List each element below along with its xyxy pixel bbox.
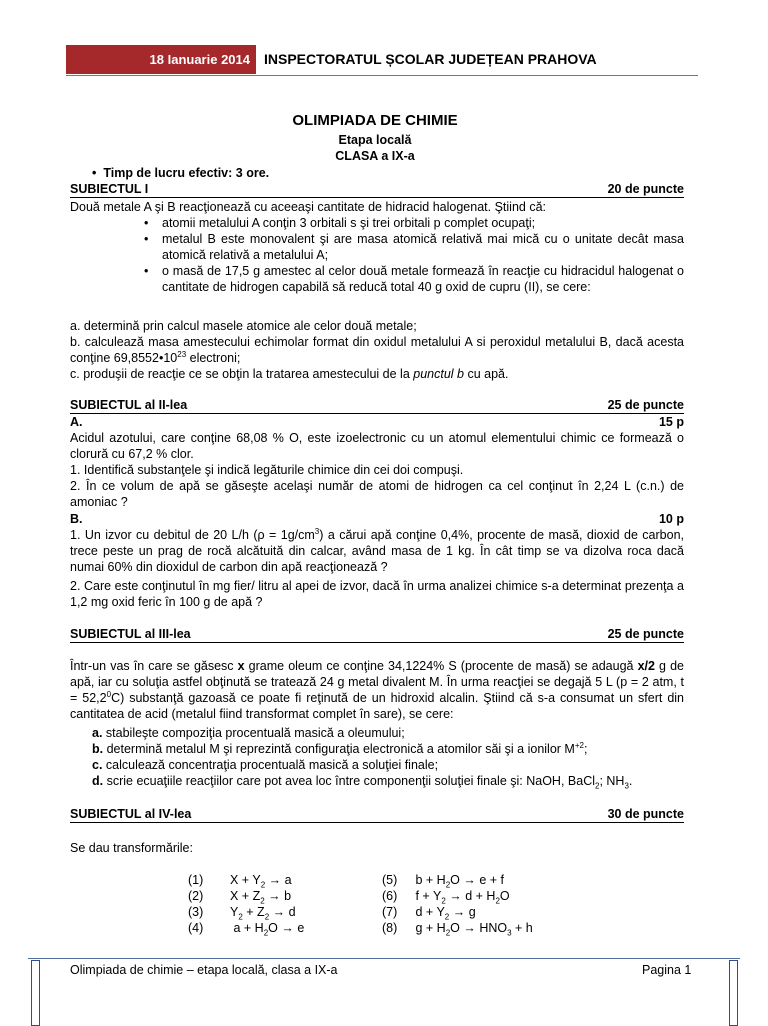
section-3-text: Într-un vas în care se găsesc x grame oleum ce conţine 34,1224% S (procente de masă) se adaugă x/2 g de apă, iar cu soluţia astfel obţinută se tratează 24 g metal divalent M. În urma reacţiei se degajă 5 L (p = 2 atm, $t = 52,2^0C$) substanţă gazoasă ce poate fi reţinută de un hidroxid alcalin. Ştiind că s-a consumat un sfert din cantitatea de acid (metalul fiind transformat complet în sare), se cere: (70, 659, 684, 721)
equation-row: (8) $g + H_2O \to HNO_3 + h$ (382, 921, 533, 938)
part-a-text: Acidul azotului, care conţine 68,08 % O, este izoelectronic cu un atomul elementului chimic ce formează o clorură cu 67,2 % clor. (70, 431, 684, 461)
equation-row: (7) $d + Y_2 \to g$ (382, 905, 476, 922)
header-date: 18 Ianuarie 2014 (66, 45, 256, 74)
footer-right-bar (729, 960, 738, 1026)
section-3-items (92, 725, 684, 789)
section-3-item-b: b. determină metalul M şi reprezintă configuraţia electronică a atomilor săi şi a ionilor $M^{+2}$; (92, 740, 588, 756)
equations-left (188, 872, 388, 936)
bullet-item: • o masă de 17,5 g amestec al celor două metale formează în reacţie cu hidracidul halogenat o cantitate de hidrogen capabilă să reducă total 40 g oxid de cupru (II), se cere: (162, 263, 684, 295)
section-3-item-a: a. stabileşte compoziţia procentuală masică a oleumului; (92, 726, 405, 740)
section-4-heading (70, 807, 684, 823)
section-1-points: 20 de puncte (607, 182, 684, 196)
section-1-item-b: b. calculează masa amestecului echimolar format din oxidul metalului A si peroxidul metalului B, dacă acesta conţine $69,8552•10^{23}$ electroni; (70, 335, 684, 365)
part-b-heading: B. 10 p (70, 512, 684, 526)
footer-left-bar (31, 960, 40, 1026)
section-4-points: 30 de puncte (607, 807, 684, 821)
footer-title: Olimpiada de chimie – etapa locală, clasa a IX-a (70, 963, 338, 977)
footer-divider (28, 958, 740, 959)
bullet-item: • atomii metalului A conţin 3 orbitali s şi trei orbitali p complet ocupaţi; (162, 215, 684, 231)
header-institution: INSPECTORATUL ȘCOLAR JUDEȚEAN PRAHOVA (264, 51, 597, 67)
equations-right (382, 872, 642, 936)
section-1-intro: Două metale A şi B reacţionează cu aceeaşi cantitate de hidracid halogenat. Ştiind că: (70, 200, 546, 214)
equation-row: (6) $f + Y_2 \to d + H_2O$ (382, 889, 510, 906)
header-divider (66, 75, 698, 76)
section-2-points: 25 de puncte (607, 398, 684, 412)
section-3-item-d: d. scrie ecuaţiile reacţiilor care pot avea loc între componenţii soluţiei finale şi: NaOH, BaCl$_2$; $NH_3$. (92, 774, 633, 791)
bullet-icon: • (92, 166, 104, 180)
equation-row: (1) $X + Y_2 \to a$ (188, 873, 292, 890)
page-title: OLIMPIADA DE CHIMIE (292, 112, 458, 129)
part-a-q1: 1. Identifică substanţele şi indică legăturile chimice din cei doi compuşi. (70, 463, 464, 477)
section-1-bullets (162, 215, 684, 295)
section-3-heading (70, 627, 684, 643)
section-4-intro: Se dau transformările: (70, 841, 193, 855)
part-b-q1: 1. Un izvor cu debitul de 20 L/h $(\rho = 1g/cm^3)$ a cărui apă conţine 0,4%, procente de masă, dioxid de carbon, trece peste un prag de rocă alcătuită din calcar, având masa de 1 kg. În cât timp se va dizolva roca dacă numai 60% din dioxidul de carbon din apă reacţionează ? (70, 526, 685, 574)
equation-row: (5) $b + H_2O \to e + f$ (382, 873, 504, 890)
class-label: CLASA a IX-a (335, 149, 415, 163)
section-4-title: SUBIECTUL al IV-lea (70, 807, 192, 821)
equation-row: (2) $X + Z_2 \to b$ (188, 889, 292, 906)
section-2-heading (70, 398, 684, 414)
section-1-item-a: a. determină prin calcul masele atomice ale celor două metale; (70, 319, 417, 333)
part-a-heading: A. 15 p (70, 415, 684, 429)
section-1-item-c: c. produşii de reacţie ce se obţin la tratarea amestecului de la punctul b cu apă. (70, 367, 509, 381)
time-note: • Timp de lucru efectiv: 3 ore. (92, 166, 270, 180)
stage-label: Etapa locală (338, 133, 412, 147)
section-3-points: 25 de puncte (607, 627, 684, 641)
equation-row: (3) $Y_2 + Z_2 \to d$ (188, 905, 296, 922)
bullet-item: • metalul B este monovalent şi are masa atomică relativă mai mică cu o unitate decât masa atomică relativă a metalului A; (162, 231, 684, 263)
footer-page-number: Pagina 1 (642, 963, 692, 977)
section-1-title: SUBIECTUL I (70, 182, 149, 196)
part-a-q2: 2. În ce volum de apă se găseşte acelaşi număr de atomi de hidrogen ca cel conţinut în 2,24 L (c.n.) de amoniac ? (70, 479, 684, 509)
section-1-heading (70, 182, 684, 198)
section-2-title: SUBIECTUL al II-lea (70, 398, 188, 412)
section-3-title: SUBIECTUL al III-lea (70, 627, 191, 641)
section-3-item-c: c. calculează concentraţia procentuală masică a soluţiei finale; (92, 758, 439, 772)
equation-row: (4) $a + H_2O \to e$ (188, 921, 305, 938)
part-b-q2: 2. Care este conţinutul în mg fier/ litru al apei de izvor, dacă în urma analizei chimice s-a determinat prezenţa a 1,2 mg oxid feric în 100 g de apă ? (70, 579, 684, 609)
